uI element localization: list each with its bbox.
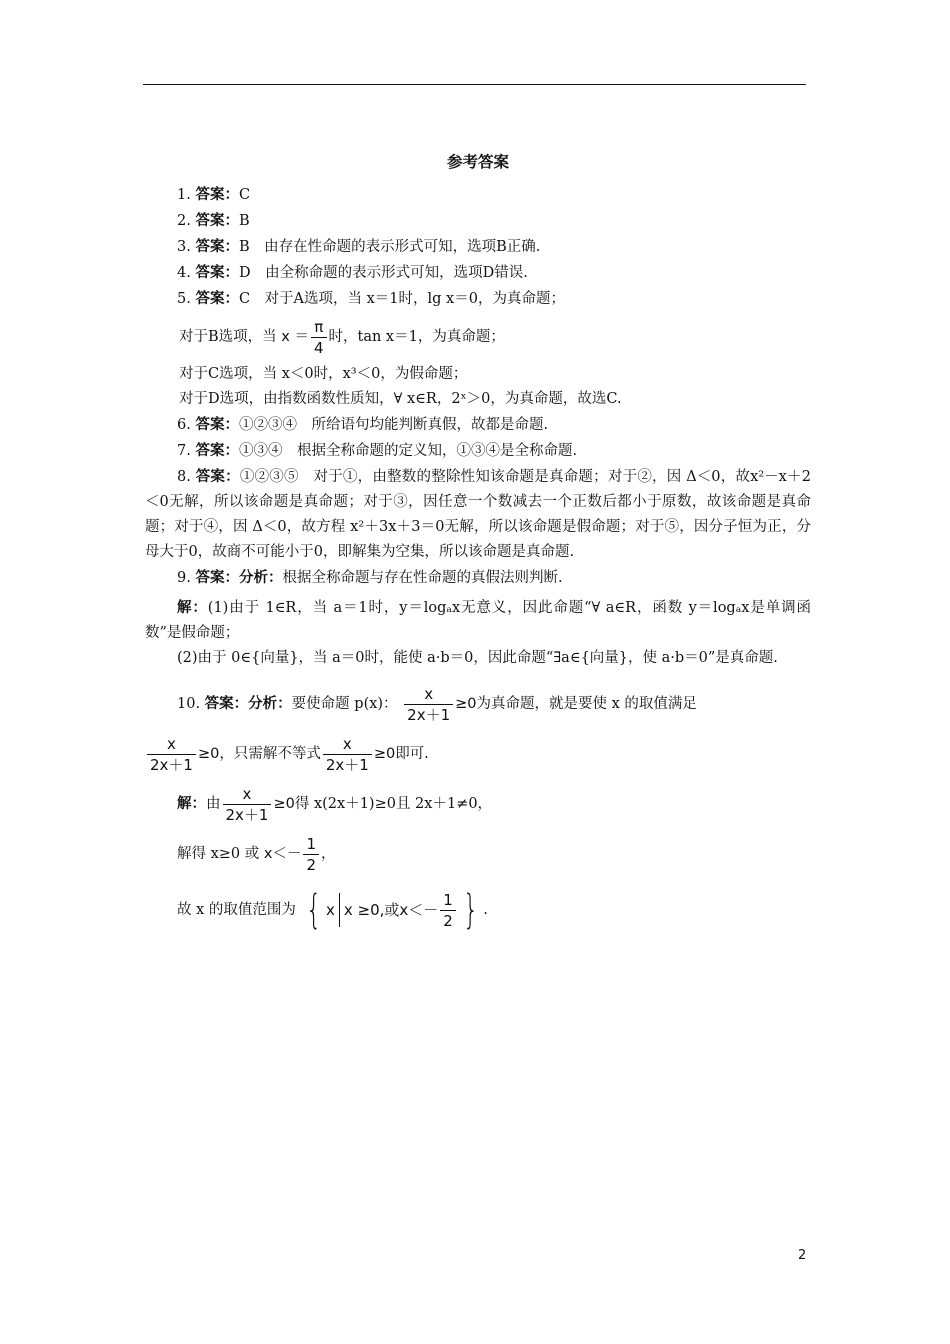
answer-9: 9. 答案：分析：根据全称命题与存在性命题的真假法则判断. [177,569,563,586]
fraction-x-over-2x-plus-1: $\frac{x}{2x+1}$ [223,784,272,825]
answer-page [145,150,811,935]
page-number: 2 [798,1248,807,1263]
answer-10-range: 故 x 的取值范围为 { x x ≥0,或x＜－ $\frac{1}{2}$ } . [177,887,488,933]
answer-9-solution-2: (2)由于 0∈{向量}，当 a＝0时，能使 a·b＝0，因此命题“∃a∈{向量}，使 a·b＝0”是真命题. [177,650,778,666]
answer-6: 6. 答案：①②③④ 所给语句均能判断真假，故都是命题. [177,416,549,433]
answer-7: 7. 答案：①③④ 根据全称命题的定义知，①③④是全称命题. [177,442,578,459]
answer-10-solution: 解：由 $\frac{x}{2x+1}$ ≥0得 x(2x＋1)≥0且 2x＋1≠0， [177,784,493,824]
answer-5-d: 对于D选项，由指数函数性质知，∀ x∈R，2ˣ＞0，为真命题，故选C. [179,391,622,407]
answer-5: 5. 答案：C 对于A选项，当 x＝1时，lg x＝0，为真命题； [177,290,565,307]
page-title: 参考答案 [446,152,509,171]
answer-4: 4. 答案：D 由全称命题的表示形式可知，选项D错误. [177,264,528,281]
pi-over-4: $\frac{\pi}{4}$ [311,317,327,358]
answer-10-result: 解得 x≥0 或 x＜－ $\frac{1}{2}$ ， [177,834,336,874]
solution-set: { x x ≥0,或x＜－ $\frac{1}{2}$ } [305,887,479,933]
answer-3: 3. 答案：B 由存在性命题的表示形式可知，选项B正确. [177,238,541,255]
answer-5-c: 对于C选项，当 x＜0时，x³＜0，为假命题； [179,366,468,382]
answer-10: 10. 答案：分析：要使命题 p(x)： $\frac{x}{2x+1}$ ≥0为真命题，就是要使 x 的取值满足 [177,684,697,724]
answer-10-cont: $\frac{x}{2x+1}$ ≥0，只需解不等式 $\frac{x}{2x+1}$ ≥0即可. [145,729,811,779]
fraction-one-half: $\frac{1}{2}$ [440,890,456,931]
header-rule [143,84,806,85]
fraction-x-over-2x-plus-1: $\frac{x}{2x+1}$ [323,734,372,775]
fraction-x-over-2x-plus-1: $\frac{x}{2x+1}$ [404,684,453,725]
fraction-x-over-2x-plus-1: $\frac{x}{2x+1}$ [147,734,196,775]
answer-1: 1. 答案：C [177,186,251,203]
answer-8: 8. 答案：①②③⑤ 对于①，由整数的整除性知该命题是真命题；对于②，因 Δ＜0，故x²－x＋2＜0无解，所以该命题是真命题；对于③，因任意一个数减去一个正数后都小于原数，故该命题是真命题；对于④，因 Δ＜0，故方程 x²＋3x＋3＝0无解，所以该命题是假命题；对于⑤，因分子恒为正，分母大于0，故商不可能小于0，即解集为空集，所以该命题是真命题. [145,468,812,560]
answer-5-b: 对于B选项，当 x ＝ $\frac{\pi}{4}$ 时，tan x＝1，为真命题； [179,317,505,357]
answer-9-solution-1: 解：(1)由于 1∈R，当 a＝1时，y＝logₐx无意义，因此命题“∀ a∈R，函数 y＝logₐx是单调函数”是假命题； [145,599,812,641]
answer-2: 2. 答案：B [177,212,250,229]
fraction-one-half: $\frac{1}{2}$ [303,834,319,875]
